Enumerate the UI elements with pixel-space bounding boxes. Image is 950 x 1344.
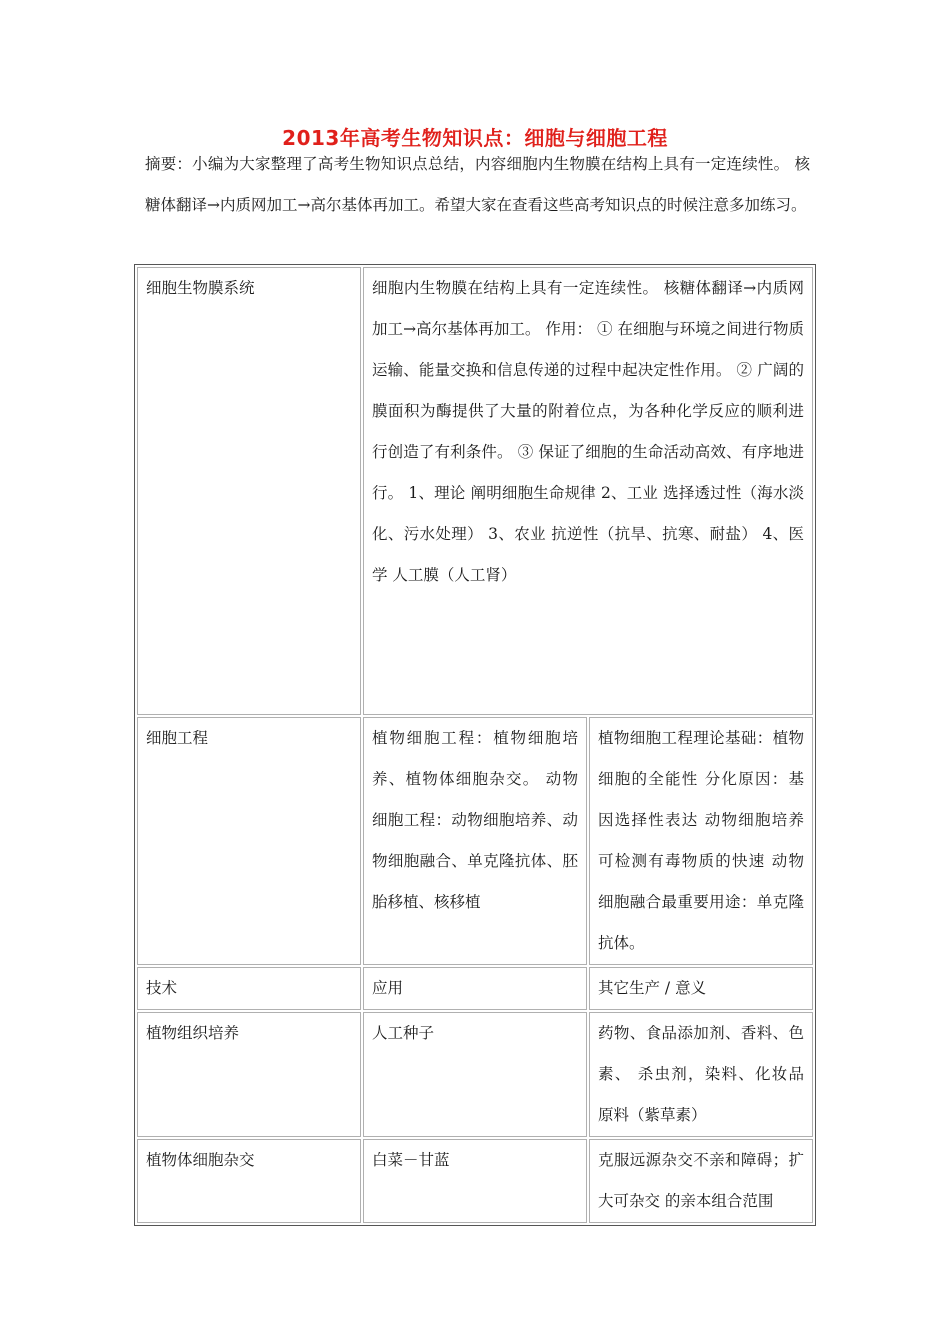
row-label-somatic-hybridization: 植物体细胞杂交 (137, 1139, 361, 1223)
table-header-row (137, 967, 813, 1010)
document-title: 2013年高考生物知识点：细胞与细胞工程 (282, 126, 668, 150)
table-row (137, 717, 813, 965)
row-label-tissue-culture: 植物组织培养 (137, 1012, 361, 1137)
somatic-hybridization-other: 克服远源杂交不亲和障碍；扩大可杂交 的亲本组合范围 (589, 1139, 813, 1223)
table-row (137, 1139, 813, 1223)
abstract-paragraph: 摘要：小编为大家整理了高考生物知识点总结，内容细胞内生物膜在结构上具有一定连续性。 核糖体翻译→内质网加工→高尔基体再加工。希望大家在查看这些高考知识点的时候注意多加练习。 (145, 155, 810, 214)
header-technique: 技术 (137, 967, 361, 1010)
row-label-membrane-system: 细胞生物膜系统 (137, 267, 361, 715)
somatic-hybridization-application: 白菜－甘蓝 (363, 1139, 587, 1223)
tissue-culture-other: 药物、食品添加剂、香料、色素、 杀虫剂，染料、化妆品原料（紫草素） (589, 1012, 813, 1137)
cell-engineering-types: 植物细胞工程：植物细胞培养、植物体细胞杂交。 动物细胞工程：动物细胞培养、动物细胞融合、单克隆抗体、胚胎移植、核移植 (363, 717, 587, 965)
cell-engineering-basis: 植物细胞工程理论基础：植物细胞的全能性 分化原因：基因选择性表达 动物细胞培养可检测有毒物质的快速 动物细胞融合最重要用途：单克隆抗体。 (589, 717, 813, 965)
header-other: 其它生产 / 意义 (589, 967, 813, 1010)
tissue-culture-application: 人工种子 (363, 1012, 587, 1137)
table-row (137, 1012, 813, 1137)
table-row (137, 267, 813, 715)
content-table (134, 264, 816, 1226)
header-application: 应用 (363, 967, 587, 1010)
membrane-system-content: 细胞内生物膜在结构上具有一定连续性。 核糖体翻译→内质网加工→高尔基体再加工。 作用： ① 在细胞与环境之间进行物质运输、能量交换和信息传递的过程中起决定性作用。 ② 广阔的膜面积为酶提供了大量的附着位点，为各种化学反应的顺利进行创造了有利条件。 ③ 保证了细胞的生命活动高效、有序地进行。 1、理论 阐明细胞生命规律 2、工业 选择透过性（海水淡化、污水处理） 3、农业 抗逆性（抗旱、抗寒、耐盐） 4、医学 人工膜（人工肾） (363, 267, 813, 715)
row-label-cell-engineering: 细胞工程 (137, 717, 361, 965)
